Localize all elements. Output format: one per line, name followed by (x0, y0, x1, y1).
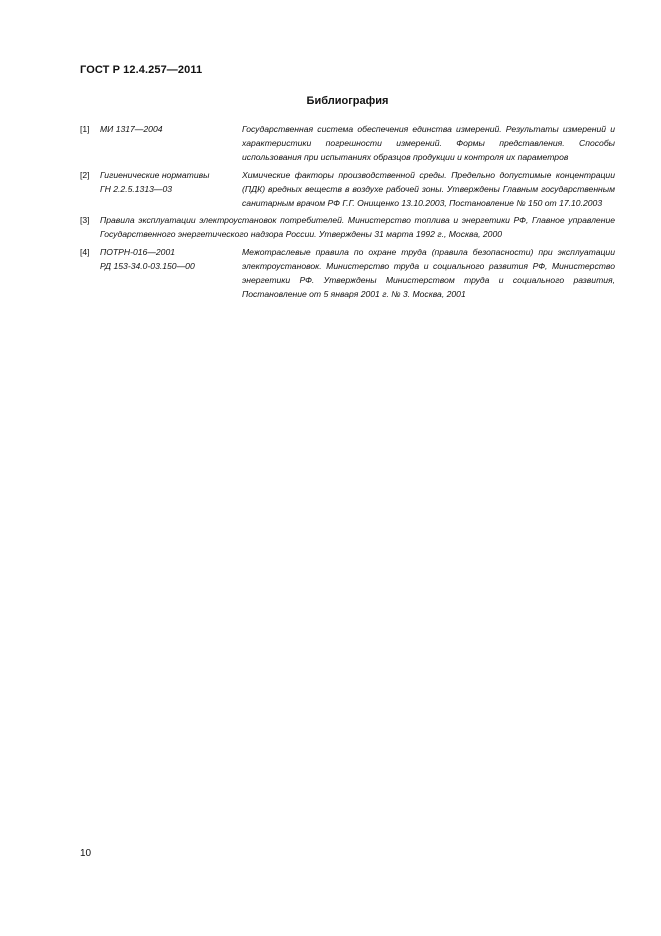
entry-reference (100, 245, 242, 302)
entry-number: [3] (80, 215, 90, 226)
entry-description: Государственная система обеспечения единства измерений. Результаты измерений и характеристики погрешности измерений. Формы представления. Способы использования при испытаниях образцов продукции и контроля их параметров (242, 124, 615, 163)
reference-line: Гигиенические нормативы (100, 169, 210, 180)
entry-number: [2] (80, 169, 90, 180)
page-number: 10 (80, 848, 92, 859)
section-title: Библиография (306, 95, 389, 107)
bibliography-entry-4 (80, 245, 615, 302)
entry-number: [1] (80, 124, 90, 134)
entry-full-text: Правила эксплуатации электроустановок потребителей. Министерство топлива и энергетики РФ, Главное управление Государственного энергетического надзора России. Утверждены 31 марта 1992 г., Москва, 2000 (100, 215, 615, 240)
entry-reference (100, 122, 242, 165)
reference-line: РД 153-34.0-03.150—00 (100, 260, 195, 271)
entry-description: Межотраслевые правила по охране труда (правила безопасности) при эксплуатации электроустановок. Министерство труда и социального развития РФ, Министерство энергетики РФ. Утверждены Министерством труда и социального развития, Постановление от 5 января 2001 г. № 3. Москва, 2001 (242, 246, 615, 300)
bibliography-entry-1 (80, 122, 615, 165)
bibliography-entry-2 (80, 168, 615, 211)
entry-reference (100, 168, 242, 211)
reference-line: МИ 1317—2004 (100, 124, 163, 134)
document-id-header: ГОСТ Р 12.4.257—2011 (80, 64, 203, 76)
reference-line: ГН 2.2.5.1313—03 (100, 183, 173, 194)
bibliography-entry-3 (80, 213, 615, 241)
entry-number: [4] (80, 246, 90, 257)
entry-description: Химические факторы производственной среды. Предельно допустимые концентрации (ПДК) вредных веществ в воздухе рабочей зоны. Утверждены Главным государственным санитарным врачом РФ Г.Г. Онищенко 13.10.2003, Постановление № 150 от 17.10.2003 (242, 169, 615, 209)
bibliography-list (80, 122, 615, 304)
reference-line: ПОТРН-016—2001 (100, 246, 176, 257)
